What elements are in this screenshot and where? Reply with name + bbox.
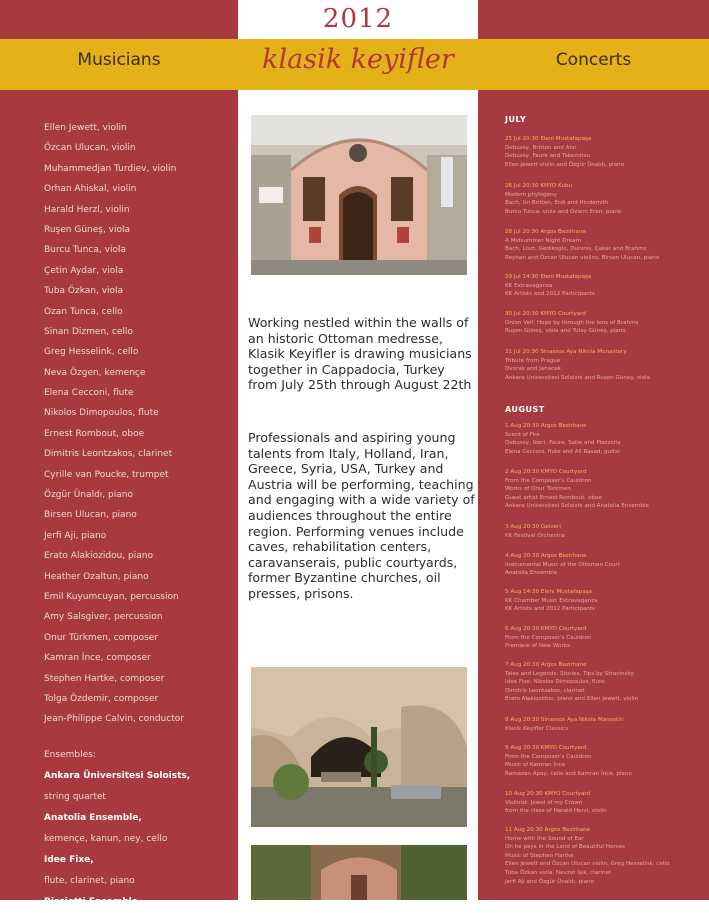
concert-detail: Violinist: Jewel of my Crown xyxy=(505,799,583,806)
concert-date-venue: 6 Aug 20:30 KMYO Courtyard xyxy=(505,626,587,632)
musician-item: Özcan Ulucan, violin xyxy=(44,143,136,154)
intro-paragraph-2: Professionals and aspiring young talents from Italy, Holland, Iran, Greece, Syria, USA, Turkey and Austria will be performing, teaching and engaging with a wide variety of audiences throughout the entire region. Performing venues include caves, rehabilitation centers, caravanserais, public courtyards, former Byzantine churches, oil presses, prisons. xyxy=(248,430,475,601)
concert-event xyxy=(505,790,705,816)
concert-detail: Dimitris Leontzakos, clarinet xyxy=(505,687,585,694)
concert-detail: From the Composer's Cauldron xyxy=(505,634,592,641)
musician-item: Cyrille van Poucke, trumpet xyxy=(44,469,169,480)
ensemble-instruments: string quartet xyxy=(44,792,106,802)
concert-detail: Ankara Universitesi Soloists and Ruşen Güneş, viola xyxy=(505,374,651,381)
musician-item: Harald Herzl, violin xyxy=(44,204,130,215)
concert-detail: Bach, Un Britten, Erdi and Hindemith xyxy=(505,200,609,207)
brand-title: klasik keyifler xyxy=(262,44,454,75)
musician-item: Elena Cecconi, flute xyxy=(44,388,134,399)
concert-detail: Debussy, Britten and Ahn xyxy=(505,144,577,151)
concert-date-venue: 25 Jul 20:30 Eleni Mustafapaşa xyxy=(505,136,592,142)
musician-item: Tuba Özkan, viola xyxy=(44,286,124,297)
cave-photo xyxy=(251,667,467,827)
concert-detail: Tales and Legends: Stories, Tips by Stravinsky xyxy=(505,670,634,677)
musician-item: Orhan Ahiskal, violin xyxy=(44,184,137,195)
musician-item: Ernest Rombout, oboe xyxy=(44,428,145,439)
concert-detail: Anatolia Ensemble xyxy=(505,570,558,577)
concert-detail: Bach, Liszt, Gedikoglu, Duninis, Çakar and Brahms xyxy=(505,246,647,253)
concert-detail: Jerfi Aji and Özgür Ünaldı, piano xyxy=(505,878,595,885)
concert-detail: KK Festival Orchestra xyxy=(505,532,565,539)
year-heading: 2012 xyxy=(322,4,394,34)
concert-detail: Klasik Keyifler Classics xyxy=(505,725,569,732)
concert-event xyxy=(505,552,705,578)
concert-date-venue: 26 Jul 20:30 KMYO Kubu xyxy=(505,183,573,189)
church-photo xyxy=(251,845,467,900)
concert-detail: Ellen Jewett and Özcan Ulucan violin, Greg Hesselink, cello xyxy=(505,861,670,868)
musicians-list xyxy=(44,118,234,730)
july-heading: JULY xyxy=(505,115,527,124)
concert-detail: Modern phylogeny xyxy=(505,191,557,198)
concert-event xyxy=(505,826,705,886)
concert-detail: Ruşen Güneş, viola and Tulay Güneş, piano xyxy=(505,328,626,335)
concert-detail: From the Composer's Cauldron xyxy=(505,477,592,484)
ensembles-list xyxy=(44,745,234,913)
concert-date-venue: 7 Aug 20:30 Argos Bezirhane xyxy=(505,662,587,668)
concert-date-venue: 4 Aug 20:30 Argos Bezirhane xyxy=(505,553,587,559)
musician-item: Heather Ozaltun, piano xyxy=(44,571,149,582)
concert-detail: Ramazan Apay, cello and Kamran İnce, piano xyxy=(505,770,632,777)
ensembles-heading: Ensembles: xyxy=(44,750,96,760)
medresse-photo xyxy=(251,115,467,275)
concert-event xyxy=(505,661,705,704)
musician-item: Çetin Aydar, viola xyxy=(44,265,124,276)
concert-date-venue: 31 Jul 20:30 Sinassos Aya Nikola Monastery xyxy=(505,349,627,355)
ensemble-name: Idee Fixe, xyxy=(44,855,94,865)
concert-detail: KK Chamber Music Extravaganza xyxy=(505,597,598,604)
concert-event xyxy=(505,625,705,651)
concert-date-venue: 3 Aug 20:30 Gelveri xyxy=(505,524,561,530)
concert-event xyxy=(505,273,705,299)
musician-item: Amy Salsgiver, percussion xyxy=(44,612,163,623)
intro-paragraph-1: Working nestled within the walls of an historic Ottoman medresse, Klasik Keyifler is drawing musicians together in Cappadocia, Turkey from July 25th through August 22th xyxy=(248,315,472,393)
concert-event xyxy=(505,744,705,778)
concert-detail: Music of Kamran İnce xyxy=(505,762,566,769)
concert-detail: Ankara Universitesi Soloists and Anatolia Ensemble xyxy=(505,503,649,510)
musician-item: Onur Türkmen, composer xyxy=(44,632,159,643)
concert-detail: Tribute from Prague xyxy=(505,357,561,364)
concert-date-venue: 5 Aug 14:30 Eleni Mustafapaşa xyxy=(505,589,592,595)
concert-detail: Instrumental Music of the Ottoman Court xyxy=(505,561,621,568)
concert-detail: Dvorak and Janacek xyxy=(505,366,561,373)
concert-date-venue: 30 Jul 20:30 KMYO Courtyard xyxy=(505,311,586,317)
concert-date-venue: 8 Aug 20:30 Sinassos Aya Nikola Manastiri xyxy=(505,717,624,723)
concert-event xyxy=(505,310,705,336)
concert-detail: Reyhan and Özcan Ulucan violins, Birsen Ulucan, piano xyxy=(505,254,660,261)
concert-detail: Debussy, Ibert, Faure, Satie and Piazzolla xyxy=(505,440,621,447)
concert-date-venue: 10 Aug 20:30 KMYO Courtyard xyxy=(505,791,591,797)
concert-event xyxy=(505,716,705,733)
concert-date-venue: 28 Jul 20:30 Argos Bezirhane xyxy=(505,229,586,235)
august-heading: AUGUST xyxy=(505,405,545,414)
ensemble-instruments: kemençe, kanun, ney, cello xyxy=(44,834,168,844)
ensemble-instruments: flute, clarinet, piano xyxy=(44,876,135,886)
musician-item: Stephen Hartke, composer xyxy=(44,673,165,684)
concert-detail: Debussy, Faure and Takemitsu xyxy=(505,153,590,160)
concert-event xyxy=(505,588,705,614)
concert-event xyxy=(505,523,705,540)
musician-item: Neva Özgen, kemençe xyxy=(44,367,146,378)
musician-item: Jerfi Aji, piano xyxy=(44,530,107,541)
concert-detail: Ellen Jewett violin and Özgür Ünaldı, piano xyxy=(505,161,624,168)
musician-item: Nikolos Dimopoulos, flute xyxy=(44,408,159,419)
concert-event xyxy=(505,228,705,262)
concert-detail: KK Extravaganza xyxy=(505,282,553,289)
musician-item: Birsen Ulucan, piano xyxy=(44,510,137,521)
concert-detail: Burcu Tunca, viola and Ozlem Eren, piano xyxy=(505,208,622,215)
ensemble-name: Anatolia Ensemble, xyxy=(44,813,142,823)
musicians-heading: Musicians xyxy=(77,50,161,70)
concert-date-venue: 1 Aug 20:30 Argos Bezirhane xyxy=(505,423,587,429)
concert-event xyxy=(505,422,705,456)
musician-item: Greg Hesselink, cello xyxy=(44,347,139,358)
musician-item: Dimitris Leontzakos, clarinet xyxy=(44,449,173,460)
concert-detail: KK Artists and 2012 Participants xyxy=(505,291,595,298)
concert-detail: Elena Cecconi, flute and Ali Rasad, guitar xyxy=(505,448,621,455)
concert-detail: Premiere of New Works xyxy=(505,643,570,650)
concert-date-venue: 9 Aug 20:30 KMYO Courtyard xyxy=(505,745,587,751)
musician-item: Kamran İnce, composer xyxy=(44,653,151,664)
concert-detail: Scent of Fire xyxy=(505,431,540,438)
concert-date-venue: 11 Aug 20:30 Argos Bezirhane xyxy=(505,827,591,833)
concert-detail: KK Artists and 2012 Participants xyxy=(505,606,595,613)
concert-event xyxy=(505,348,705,382)
musician-item: Jean-Philippe Calvin, conductor xyxy=(44,714,184,725)
musician-item: Burcu Tunca, viola xyxy=(44,245,126,256)
musician-item: Muhammedjan Turdiev, violin xyxy=(44,163,177,174)
musician-item: Sinan Dizmen, cello xyxy=(44,326,133,337)
musician-item: Tolga Özdemir, composer xyxy=(44,693,159,704)
ensemble-name: Ankara Üniversitesi Soloists, xyxy=(44,771,191,781)
concert-detail: Guest artist Ernest Rombout, oboe xyxy=(505,494,602,501)
concert-detail: Works of Onur Türkmen xyxy=(505,486,571,493)
concert-detail: Onion Veil: Hope by through the lens of Brahms xyxy=(505,319,639,326)
musician-item: Ellen Jewett, violin xyxy=(44,123,127,133)
concert-detail: On he pays in the Land of Beautiful Horses xyxy=(505,844,625,851)
musician-item: Emil Kuyumcuyan, percussion xyxy=(44,591,179,602)
concert-detail: Home with the Sound of Ear xyxy=(505,835,584,842)
concert-date-venue: 2 Aug 20:30 KMYO Courtyard xyxy=(505,469,587,475)
concert-event xyxy=(505,135,705,169)
concert-date-venue: 29 Jul 14:30 Eleni Mustafapaşa xyxy=(505,274,592,280)
concert-detail: Music of Stephen Hartke xyxy=(505,852,574,859)
concert-event xyxy=(505,468,705,511)
musician-item: Ruşen Güneş, viola xyxy=(44,224,131,235)
musician-item: Özgür Ünaldı, piano xyxy=(44,490,133,501)
concert-event xyxy=(505,182,705,216)
concerts-heading: Concerts xyxy=(555,50,632,70)
ensemble-name: Rissiotti Ensemble xyxy=(44,897,138,907)
concert-detail: Idee Fixe: Nikolos Dimopoulos, flute xyxy=(505,679,605,686)
musician-item: Erato Alakiozidou, piano xyxy=(44,551,153,562)
concert-detail: From the Composer's Cauldron xyxy=(505,753,592,760)
concert-detail: from the class of Harald Herzl, violin xyxy=(505,808,607,815)
musician-item: Ozan Tunca, cello xyxy=(44,306,123,317)
concert-detail: Tuba Özkan viola, Nevzat Işık, clarinet xyxy=(505,869,612,876)
concert-detail: A Midsummer Night Dream xyxy=(505,237,582,244)
concert-detail: Erato Alakiozidou, piano and Ellen Jewett, violin xyxy=(505,696,639,703)
